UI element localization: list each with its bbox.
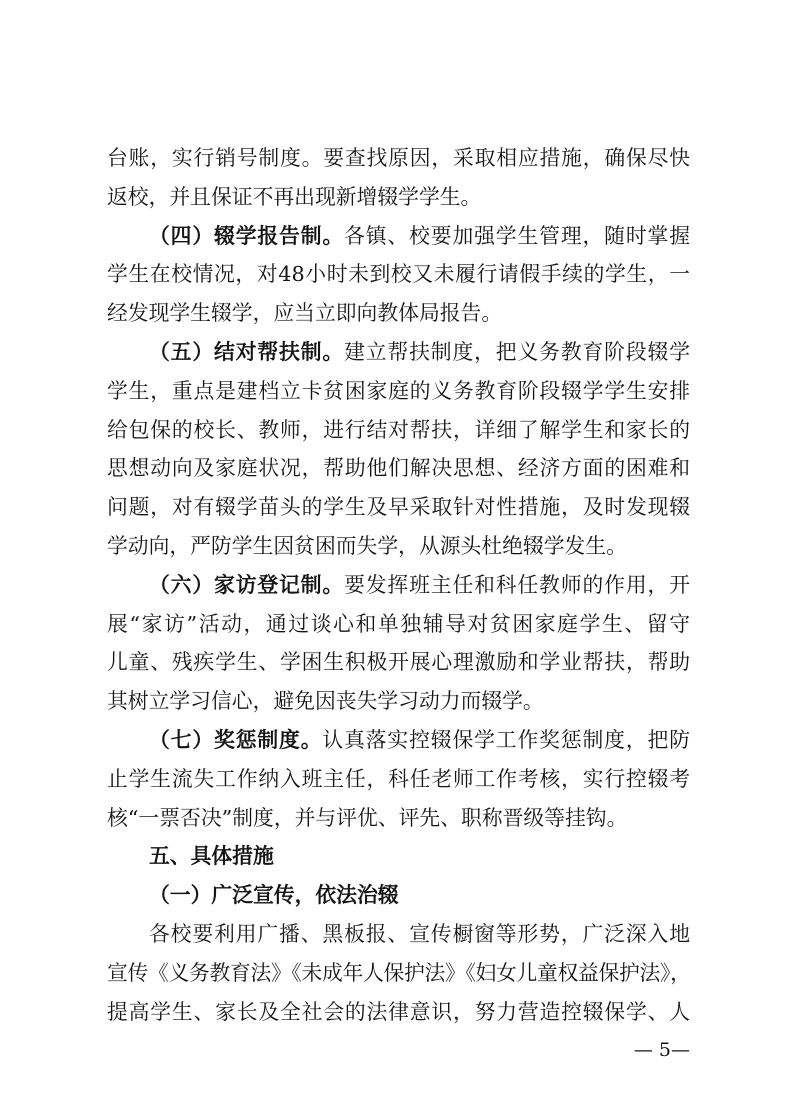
- body-text: 学生，重点是建档立卡贫困家庭的义务教育阶段辍学学生安排: [107, 378, 690, 403]
- body-text-line: [107, 178, 690, 217]
- body-text: 核“一票否决”制度，并与评优、评先、职称晋级等挂钩。: [107, 805, 628, 830]
- clause-title: （四）辍学报告制。: [149, 223, 345, 248]
- body-text: 儿童、残疾学生、学困生积极开展心理激励和学业帮扶，帮助: [107, 650, 690, 675]
- body-text-line: [107, 954, 690, 993]
- body-text: 要发挥班主任和科任教师的作用，开: [344, 572, 691, 597]
- body-text-line: [107, 643, 690, 682]
- page-number: — 5—: [633, 1039, 690, 1061]
- body-text-line: [107, 760, 690, 799]
- body-text: 止学生流失工作纳入班主任，科任老师工作考核，实行控辍考: [107, 766, 690, 791]
- body-text-line: [107, 605, 690, 644]
- body-text: 学生在校情况，对48小时未到校又未履行请假手续的学生，一: [107, 262, 690, 287]
- body-text-line: [107, 449, 690, 488]
- body-text-line: [107, 527, 690, 566]
- body-text: 经发现学生辍学，应当立即向教体局报告。: [107, 301, 503, 326]
- body-text-line: [107, 682, 690, 721]
- clause-title: （五）结对帮扶制。: [149, 339, 345, 364]
- body-text-line: [107, 255, 690, 294]
- clause-line: [107, 217, 690, 256]
- body-text-line: [107, 294, 690, 333]
- clause-line: [107, 721, 690, 760]
- body-text: 展“家访”活动，通过谈心和单独辅导对贫困家庭学生、留守: [107, 611, 690, 636]
- body-text-line: [107, 372, 690, 411]
- body-text-line: [107, 993, 690, 1032]
- body-text-line: [107, 488, 690, 527]
- document-body: [107, 139, 690, 1031]
- clause-line: [107, 566, 690, 605]
- body-text-line: [107, 799, 690, 838]
- section-heading: 五、具体措施: [149, 844, 274, 869]
- clause-title: （六）家访登记制。: [149, 572, 345, 597]
- body-text: 给包保的校长、教师，进行结对帮扶，详细了解学生和家长的: [107, 417, 690, 442]
- body-text: 各校要利用广播、黑板报、宣传橱窗等形势，广泛深入地: [149, 921, 690, 946]
- body-text-line: [107, 915, 690, 954]
- clause-title: （七）奖惩制度。: [149, 727, 323, 752]
- body-text: 问题，对有辍学苗头的学生及早采取针对性措施，及时发现辍: [107, 495, 690, 520]
- body-text: 思想动向及家庭状况，帮助他们解决思想、经济方面的困难和: [107, 456, 690, 481]
- body-text: 学动向，严防学生因贫困而失学，从源头杜绝辍学发生。: [107, 533, 627, 558]
- body-text: 返校，并且保证不再出现新增辍学学生。: [107, 184, 482, 209]
- subsection-heading: （一）广泛宣传，依法治辍: [149, 882, 399, 908]
- body-text: 宣传《义务教育法》《未成年人保护法》《妇女儿童权益保护法》，: [107, 960, 690, 985]
- body-text: 其树立学习信心，避免因丧失学习动力而辍学。: [107, 689, 544, 714]
- body-text-line: [107, 139, 690, 178]
- clause-line: [107, 333, 690, 372]
- body-text: 建立帮扶制度，把义务教育阶段辍学: [344, 339, 691, 364]
- body-text: 台账，实行销号制度。要查找原因，采取相应措施，确保尽快: [107, 146, 690, 170]
- body-text: 各镇、校要加强学生管理，随时掌握: [344, 223, 691, 248]
- body-text: 认真落实控辍保学工作奖惩制度，把防: [322, 727, 691, 752]
- body-text: 提高学生、家长及全社会的法律意识，努力营造控辍保学、人: [107, 999, 690, 1024]
- body-text-line: [107, 411, 690, 450]
